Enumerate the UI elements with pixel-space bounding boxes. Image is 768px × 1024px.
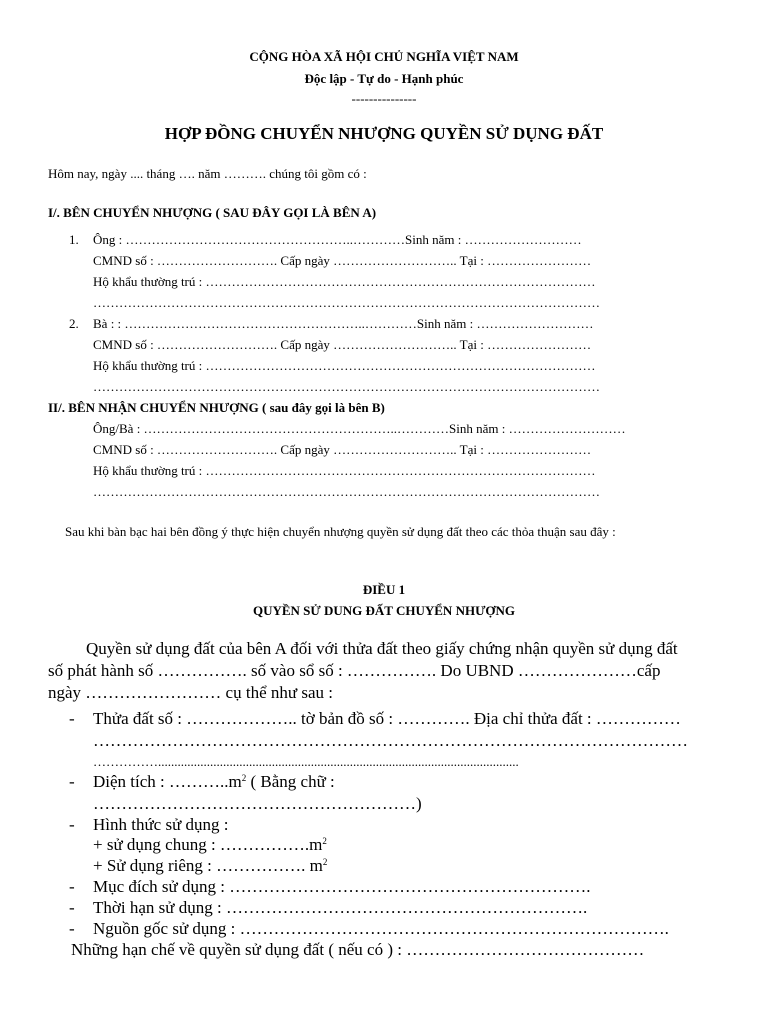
area-superscript: 2 <box>241 773 247 783</box>
plot-info-line1: Thửa đất số : ……………….. tờ bản đồ số : …………. Địa chỉ thửa đất : …………… <box>93 709 681 728</box>
republic-heading: CỘNG HÒA XÃ HỘI CHỦ NGHĨA VIỆT NAM <box>249 49 519 64</box>
private-use-superscript: 2 <box>322 857 328 867</box>
restrictions-line: Những hạn chế về quyền sử dụng đất ( nếu có ) : …………………………………… <box>71 940 645 959</box>
area-line2: …………………………………………………) <box>93 794 422 813</box>
party-a-heading: I/. BÊN CHUYỂN NHƯỢNG ( SAU ĐÂY GỌI LÀ BÊN A) <box>48 205 377 220</box>
article-paragraph-line2: số phát hành số ……………. số vào sổ số : ……………. Do UBND …………………cấp <box>48 661 661 680</box>
list-number: 1. <box>69 232 79 247</box>
header-separator: --------------- <box>351 91 417 106</box>
list-number: 2. <box>69 316 79 331</box>
origin-line: Nguồn gốc sử dụng : …………………………………………………………………. <box>93 919 669 938</box>
article-number: ĐIỀU 1 <box>362 582 406 597</box>
party-a-person2-name: Bà : : ………………………………………………..…………Sinh năm : ……………………… <box>93 316 594 331</box>
motto: Độc lập - Tự do - Hạnh phúc <box>304 71 464 86</box>
purpose-line: Mục đích sử dụng : ………………………………………………………. <box>93 877 591 896</box>
party-b-residence: Hộ khẩu thường trú : ……………………………………………………………………………… <box>93 463 596 478</box>
area-label: Diện tích : ………..m <box>93 772 242 791</box>
intro-line: Hôm nay, ngày .... tháng …. năm ………. chúng tôi gồm có : <box>48 166 367 181</box>
party-a-person2-residence: Hộ khẩu thường trú : ……………………………………………………………………………… <box>93 358 596 373</box>
party-a-person1-id: CMND số : ………………………. Cấp ngày ……………………….. Tại : …………………… <box>93 253 592 268</box>
bullet-dash: - <box>69 877 75 896</box>
party-a-person1-residence-cont: ……………………………………………………………………………………………………… <box>93 295 600 310</box>
shared-use-line <box>93 835 327 855</box>
shared-use-superscript: 2 <box>322 836 327 846</box>
plot-info-line2: …………………………………………………………………………………………… <box>93 731 688 750</box>
usage-form: Hình thức sử dụng : <box>93 815 229 834</box>
agreement-line: Sau khi bàn bạc hai bên đồng ý thực hiện chuyển nhượng quyền sử dụng đất theo các thỏa thuận sau đây : <box>65 524 616 539</box>
shared-use-label: + sử dụng chung : …………….m <box>93 835 323 854</box>
party-b-residence-cont: ……………………………………………………………………………………………………… <box>93 484 600 499</box>
party-a-person1-name: Ông : ……………………………………………..…………Sinh năm : ……………………… <box>93 232 582 247</box>
party-b-name: Ông/Bà : …………………………………………………..…………Sinh năm : ……………………… <box>93 421 626 436</box>
bullet-dash: - <box>69 919 75 938</box>
party-a-person2-residence-cont: ……………………………………………………………………………………………………… <box>93 379 600 394</box>
article-paragraph-line3: ngày …………………… cụ thể như sau : <box>48 683 333 702</box>
bullet-dash: - <box>69 772 75 791</box>
article-paragraph-line1: Quyền sử dụng đất của bên A đối với thửa đất theo giấy chứng nhận quyền sử dụng đất <box>86 639 678 658</box>
party-a-person1-residence: Hộ khẩu thường trú : ……………………………………………………………………………… <box>93 274 596 289</box>
area-words-label: ( Bằng chữ : <box>246 772 335 791</box>
article-title: QUYỀN SỬ DUNG ĐẤT CHUYỂN NHƯỢNG <box>252 603 516 618</box>
area-line1 <box>93 772 335 792</box>
party-b-id: CMND số : ………………………. Cấp ngày ……………………….. Tại : …………………… <box>93 442 592 457</box>
party-b-heading: II/. BÊN NHẬN CHUYỂN NHƯỢNG ( sau đây gọi là bên B) <box>48 400 385 415</box>
duration-line: Thời hạn sử dụng : ………………………………………………………. <box>93 898 588 917</box>
party-a-person2-id: CMND số : ………………………. Cấp ngày ……………………….. Tại : …………………… <box>93 337 592 352</box>
private-use-line <box>93 856 327 876</box>
bullet-dash: - <box>69 815 75 834</box>
bullet-dash: - <box>69 898 75 917</box>
private-use-label: + Sử dụng riêng : ……………. m <box>93 856 323 875</box>
plot-info-line3: ……………............................................................................................................... <box>93 754 519 769</box>
document-title: HỢP ĐỒNG CHUYỂN NHƯỢNG QUYỀN SỬ DỤNG ĐẤT <box>164 124 604 143</box>
bullet-dash: - <box>69 709 75 728</box>
